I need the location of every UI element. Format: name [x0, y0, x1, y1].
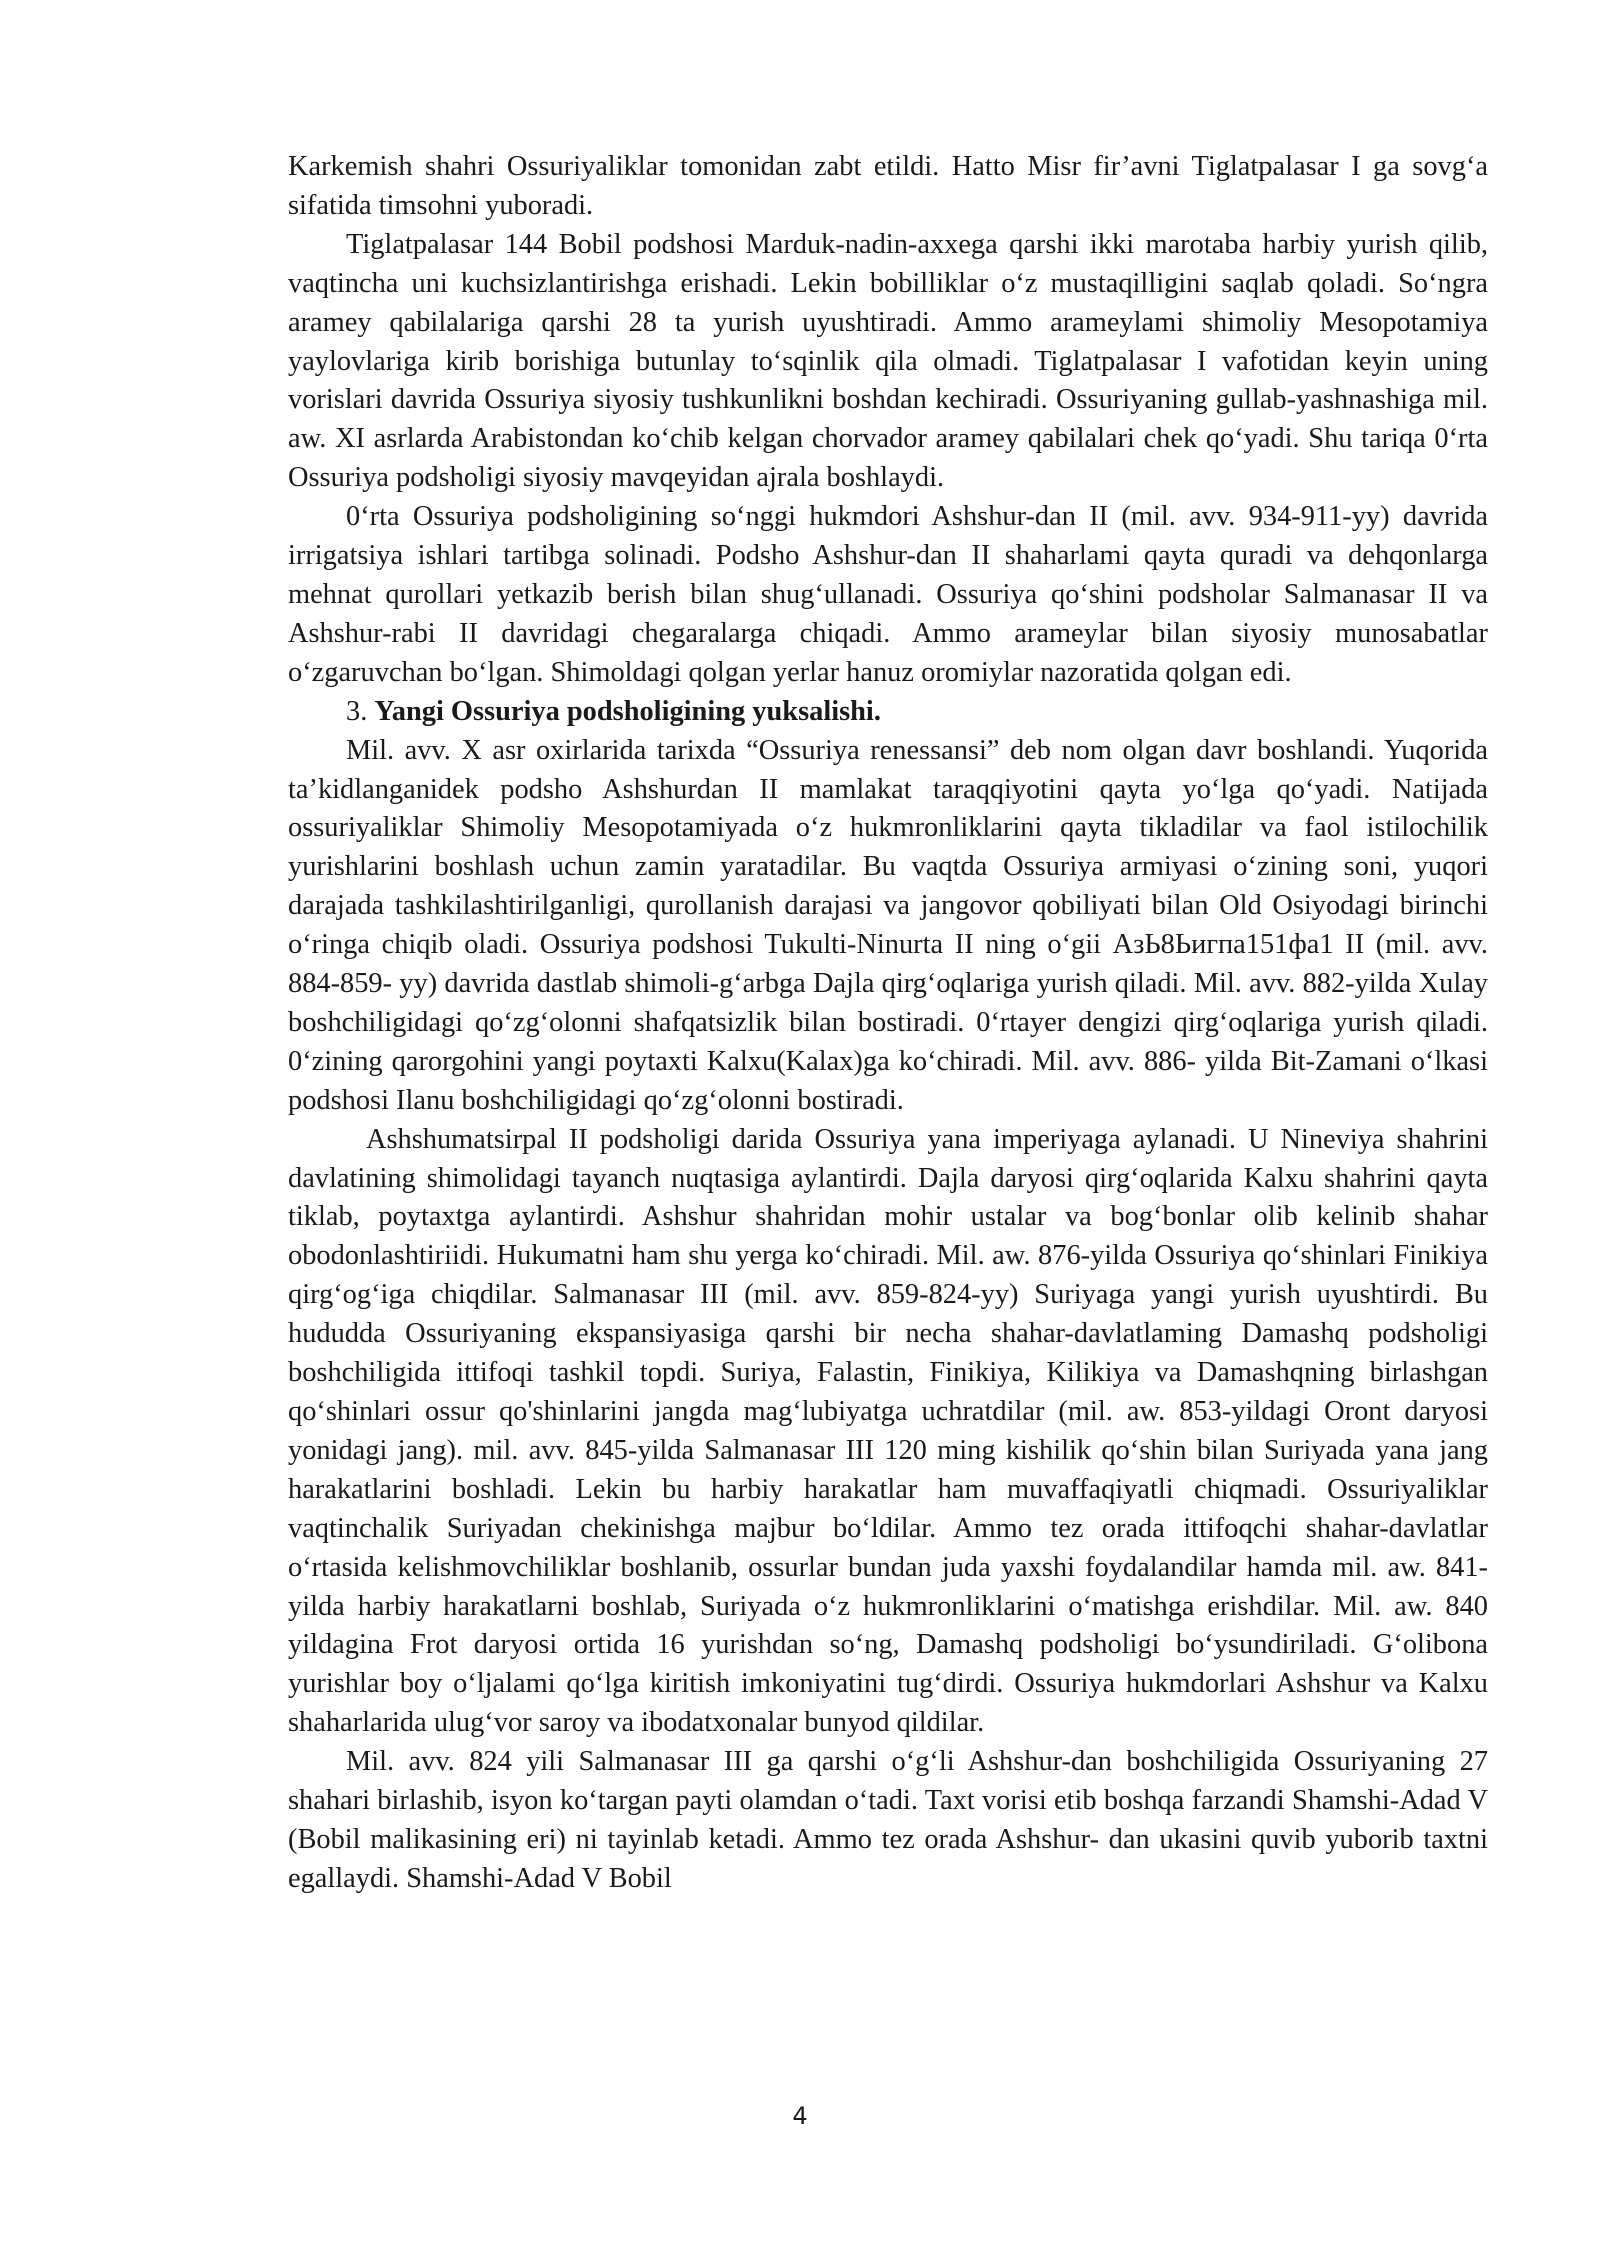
- section-heading-text: Yangi Ossuriya podsholigining yuksalishi.: [374, 695, 881, 727]
- paragraph-6: Mil. avv. 824 yili Salmanasar III ga qarshi o‘g‘li Ashshur-dan boshchiligida Ossuriyaning 27 shahari birlashib, isyon ko‘targan payti olamdan o‘tadi. Taxt vorisi etib boshqa farzandi Shamshi-Adad V (Bobil malikasining eri) ni tayinlab ketadi. Ammo tez orada Ashshur- dan ukasini quvib yuborib taxtni egallaydi. Shamshi-Adad V Bobil: [288, 1746, 1488, 1894]
- paragraph-2: Tiglatpalasar 144 Bobil podshosi Marduk-nadin-axxega qarshi ikki marotaba harbiy yurish qilib, vaqtincha uni kuchsizlantirishga erishadi. Lekin bobilliklar o‘z mustaqilligini saqlab qoladi. So‘ngra aramey qabilalariga qarshi 28 ta yurish uyushtiradi. Ammo arameylami shimoliy Mesopotamiya yaylovlariga kirib borishiga butunlay to‘sqinlik qila olmadi. Tiglatpalasar I vafotidan keyin uning vorislari davrida Ossuriya siyosiy tushkunlikni boshdan kechiradi. Ossuriyaning gullab-yashnashiga mil. aw. XI asrlarda Arabistondan ko‘chib kelgan chorvador aramey qabilalari chek qo‘yadi. Shu tariqa 0‘rta Ossuriya podsholigi siyosiy mavqeyidan ajrala boshlaydi.: [288, 228, 1488, 494]
- page-number: 4: [792, 2102, 808, 2130]
- paragraph-1: Karkemish shahri Ossuriyaliklar tomonidan zabt etildi. Hatto Misr fir’avni Tiglatpalasar I ga sovg‘a sifatida timsohni yuboradi.: [288, 151, 1488, 221]
- section-heading-number: 3.: [346, 695, 368, 727]
- paragraph-3: 0‘rta Ossuriya podsholigining so‘nggi hukmdori Ashshur-dan II (mil. avv. 934-911-yy) davrida irrigatsiya ishlari tartibga solinadi. Podsho Ashshur-dan II shaharlami qayta quradi va dehqonlarga mehnat qurollari yetkazib berish bilan shug‘ullanadi. Ossuriya qo‘shini podsholar Salmanasar II va Ashshur-rabi II davridagi chegaralarga chiqadi. Ammo arameylar bilan siyosiy munosabatlar o‘zgaruvchan bo‘lgan. Shimoldagi qolgan yerlar hanuz oromiylar nazoratida qolgan edi.: [288, 501, 1488, 688]
- section-heading: [288, 693, 1488, 732]
- document-page: [288, 148, 1488, 1899]
- paragraph-5: Ashshumatsirpal II podsholigi darida Ossuriya yana imperiyaga aylanadi. U Nineviya shahrini davlatining shimolidagi tayanch nuqtasiga aylantirdi. Dajla daryosi qirg‘oqlarida Kalxu shahrini qayta tiklab, poytaxtga aylantirdi. Ashshur shahridan mohir ustalar va bog‘bonlar olib kelinib shahar obodonlashtiriidi. Hukumatni ham shu yerga ko‘chiradi. Mil. aw. 876-yilda Ossuriya qo‘shinlari Finikiya qirg‘og‘iga chiqdilar. Salmanasar III (mil. avv. 859-824-yy) Suriyaga yangi yurish uyushtirdi. Bu hududda Ossuriyaning ekspansiyasiga qarshi bir necha shahar-davlatlaming Damashq podsholigi boshchiligida ittifoqi tashkil topdi. Suriya, Falastin, Finikiya, Kilikiya va Damashqning birlashgan qo‘shinlari ossur qo'shinlarini jangda mag‘lubiyatga uchratdilar (mil. aw. 853-yildagi Oront daryosi yonidagi jang). mil. avv. 845-yilda Salmanasar III 120 ming kishilik qo‘shin bilan Suriyada yana jang harakatlarini boshladi. Lekin bu harbiy harakatlar ham muvaffaqiyatli chiqmadi. Ossuriyaliklar vaqtinchalik Suriyadan chekinishga majbur bo‘ldilar. Ammo tez orada ittifoqchi shahar-davlatlar o‘rtasida kelishmovchiliklar boshlanib, ossurlar bundan juda yaxshi foydalandilar hamda mil. aw. 841-yilda harbiy harakatlarni boshlab, Suriyada o‘z hukmronliklarini o‘matishga erishdilar. Mil. aw. 840 yildagina Frot daryosi ortida 16 yurishdan so‘ng, Damashq podsholigi bo‘ysundiriladi. G‘olibona yurishlar boy o‘ljalami qo‘lga kiritish imkoniyatini tug‘dirdi. Ossuriya hukmdorlari Ashshur va Kalxu shaharlarida ulug‘vor saroy va ibodatxonalar bunyod qildilar.: [288, 1123, 1488, 1739]
- paragraph-4: Mil. avv. X asr oxirlarida tarixda “Ossuriya renessansi” deb nom olgan davr boshlandi. Yuqorida ta’kidlanganidek podsho Ashshurdan II mamlakat taraqqiyotini qayta yo‘lga qo‘yadi. Natijada ossuriyaliklar Shimoliy Mesopotamiyada o‘z hukmronliklarini qayta tikladilar va faol istilochilik yurishlarini boshlash uchun zamin yaratadilar. Bu vaqtda Ossuriya armiyasi o‘zining soni, yuqori darajada tashkilashtirilganligi, qurollanish darajasi va jangovor qobiliyati bilan Old Osiyodagi birinchi o‘ringa chiqib oladi. Ossuriya podshosi Tukulti-Ninurta II ning o‘gii АзЬ8Ьигпа151фа1 II (mil. avv. 884-859- yy) davrida dastlab shimoli-g‘arbga Dajla qirg‘oqlariga yurish qiladi. Mil. avv. 882-yilda Xulay boshchiligidagi qo‘zg‘olonni shafqatsizlik bilan bostiradi. 0‘rtayer dengizi qirg‘oqlariga yurish qiladi. 0‘zining qarorgohini yangi poytaxti Kalxu(Kalax)ga ko‘chiradi. Mil. avv. 886- yilda Bit-Zamani o‘lkasi podshosi Ilanu boshchiligidagi qo‘zg‘olonni bostiradi.: [288, 734, 1488, 1116]
